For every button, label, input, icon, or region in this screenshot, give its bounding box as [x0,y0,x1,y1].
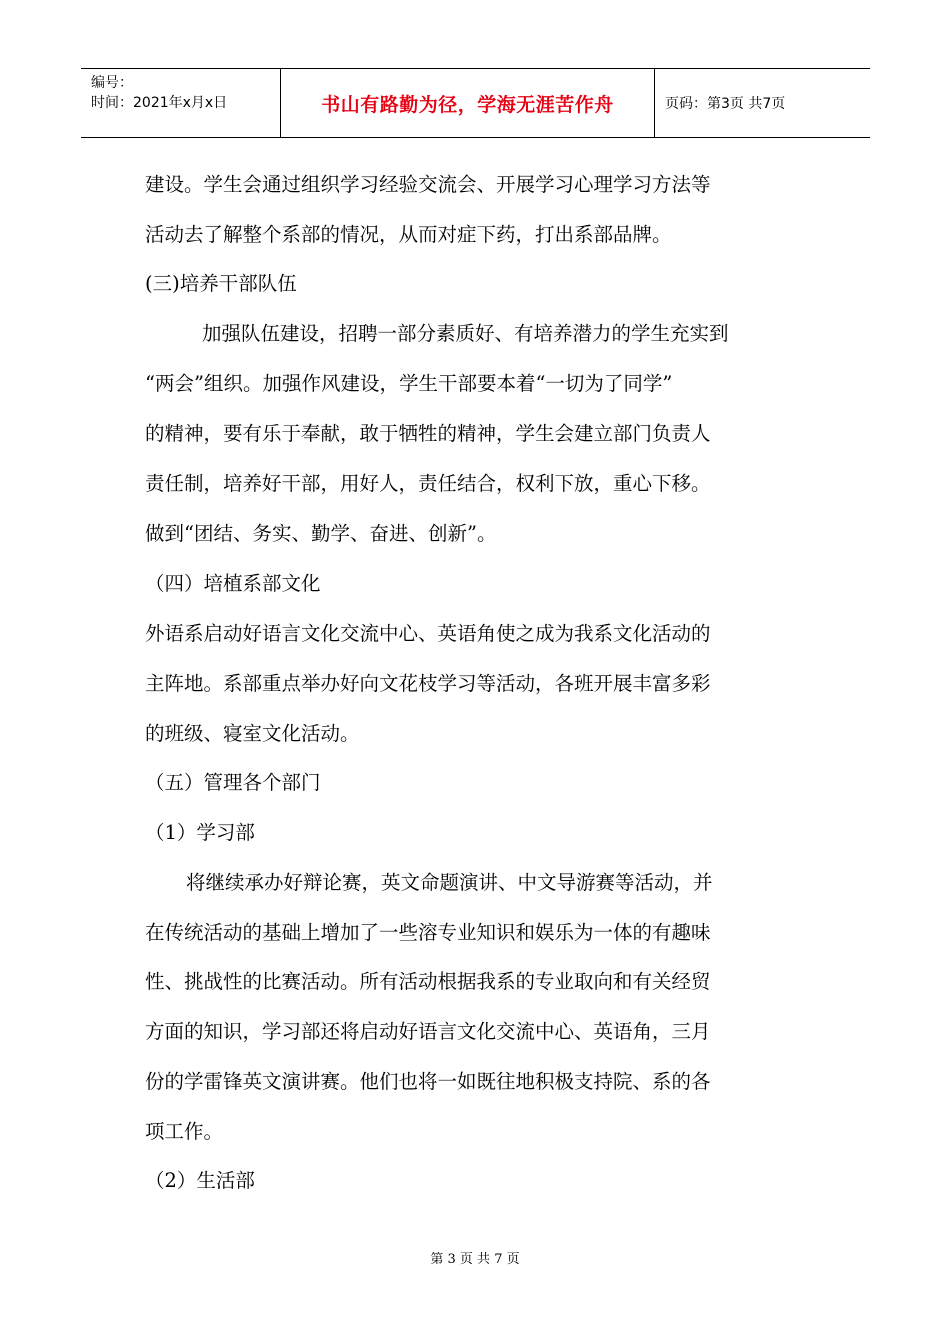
header-table [81,68,870,138]
body-line: 活动去了解整个系部的情况，从而对症下药，打出系部品牌。 [145,223,672,246]
motto: 书山有路勤为径，学海无涯苦作舟 [281,69,655,137]
body-line: 做到“团结、务实、勤学、奋进、创新”。 [145,522,497,545]
body-line: 外语系启动好语言文化交流中心、英语角使之成为我系文化活动的 [145,622,711,645]
body-line: 的精神，要有乐于奉献，敢于牺牲的精神，学生会建立部门负责人 [145,422,711,445]
subsection-heading: （2）生活部 [145,1169,255,1192]
header-info-cell [81,69,281,137]
body-line: 方面的知识，学习部还将启动好语言文化交流中心、英语角，三月 [145,1020,711,1043]
body-line: “两会”组织。加强作风建设，学生干部要本着“一切为了同学” [145,372,673,395]
body-line: 在传统活动的基础上增加了一些溶专业知识和娱乐为一体的有趣味 [145,921,711,944]
number-label: 编号： [91,75,133,91]
time-label: 时间：2021年x月x日 [91,95,228,111]
body-line: 性、挑战性的比赛活动。所有活动根据我系的专业取向和有关经贸 [145,970,711,993]
body-line: 责任制，培养好干部，用好人，责任结合，权利下放，重心下移。 [145,472,711,495]
section-heading: （四）培植系部文化 [145,572,321,595]
body-line: 项工作。 [145,1120,224,1143]
body-line: 加强队伍建设，招聘一部分素质好、有培养潜力的学生充实到 [202,322,729,345]
body-line: 的班级、寝室文化活动。 [145,722,360,745]
page-info: 页码：第3页 共7页 [665,96,786,112]
body-line: 份的学雷锋英文演讲赛。他们也将一如既往地积极支持院、系的各 [145,1070,711,1093]
body-line: 主阵地。系部重点举办好向文花枝学习等活动，各班开展丰富多彩 [145,672,711,695]
page-footer: 第 3 页 共 7 页 [430,1252,520,1267]
body-line: 建设。学生会通过组织学习经验交流会、开展学习心理学习方法等 [145,173,711,196]
body-line: 将继续承办好辩论赛，英文命题演讲、中文导游赛等活动，并 [186,871,713,894]
subsection-heading: （1）学习部 [145,821,255,844]
section-heading: (三)培养干部队伍 [145,272,297,295]
section-heading: （五）管理各个部门 [145,771,321,794]
